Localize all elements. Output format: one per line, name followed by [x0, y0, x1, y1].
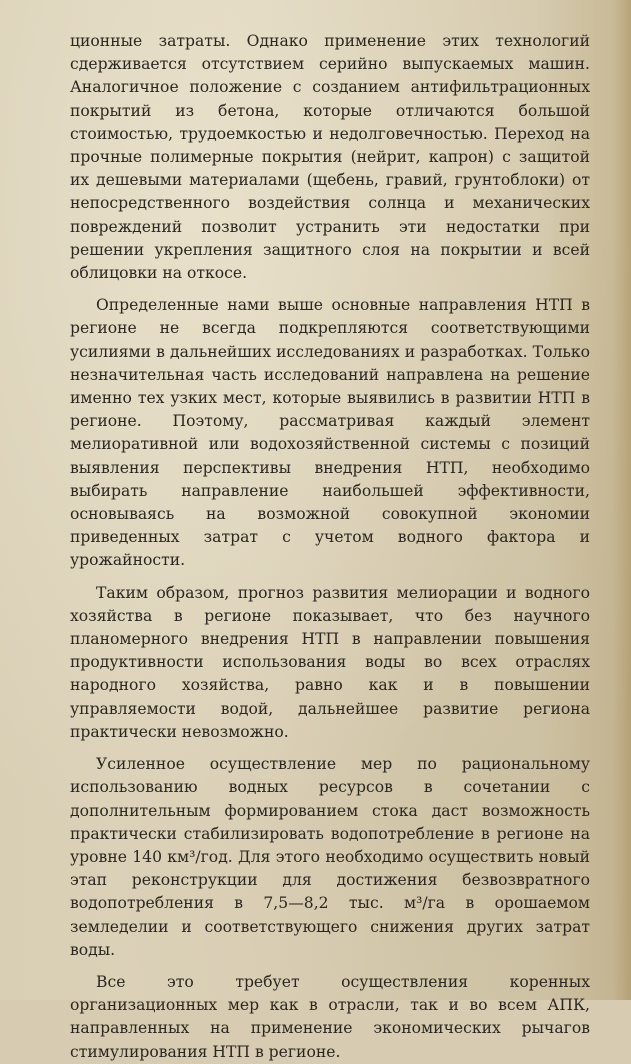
paragraph-5: Все это требует осуществления коренных организационных мер как в отрасли, так и во всем АПК, направленных на применение экономических рычагов стимулирования НТП в регионе.: [70, 972, 590, 1061]
paragraph-3: Таким образом, прогноз развития мелиорации и водного хозяйства в регионе показывает, что без научного планомерного внедрения НТП в направлении повышения продуктивности использования воды во всех отраслях народного хозяйства, равно как и в повышении управляемости водой, дальнейшее развитие региона практически невозможно.: [70, 583, 590, 741]
paragraph-4: Усиленное осуществление мер по рациональному использованию водных ресурсов в сочетании с дополнительным формированием стока даст возможность практически стабилизировать водопотребление в регионе на уровне 140 км³/год. Для этого необходимо осуществить новый этап реконструкции для достижения безвозвратного водопотребления в 7,5—8,2 тыс. м³/га в орошаемом земледелии и соответствующего снижения других затрат воды.: [70, 755, 590, 959]
paragraph-1: ционные затраты. Однако применение этих технологий сдерживается отсутствием серийно выпускаемых машин. Аналогичное положение с созданием антифильтрационных покрытий из бетона, которые отличаются большой стоимостью, трудоемкостью и недолговечностью. Переход на прочные полимерные покрытия (нейрит, капрон) с защитой их дешевыми материалами (щебень, гравий, грунтоблоки) от непосредственного воздействия солнца и механических повреждений позволит устранить эти недостатки при решении укрепления защитного слоя на покрытии и всей облицовки на откосе.: [70, 32, 590, 283]
paragraph-2: Определенные нами выше основные направления НТП в регионе не всегда подкрепляются соответствующими усилиями в дальнейших исследованиях и разработках. Только незначительная часть исследований направлена на решение именно тех узких мест, которые выявились в развитии НТП в регионе. Поэтому, рассматривая каждый элемент мелиоративной или водохозяйственной системы с позиций выявления перспективы внедрения НТП, необходимо выбирать направление наибольшей эффективности, основываясь на возможной совокупной экономии приведенных затрат с учетом водного фактора и урожайности.: [70, 296, 590, 570]
page-text: [70, 30, 590, 1064]
